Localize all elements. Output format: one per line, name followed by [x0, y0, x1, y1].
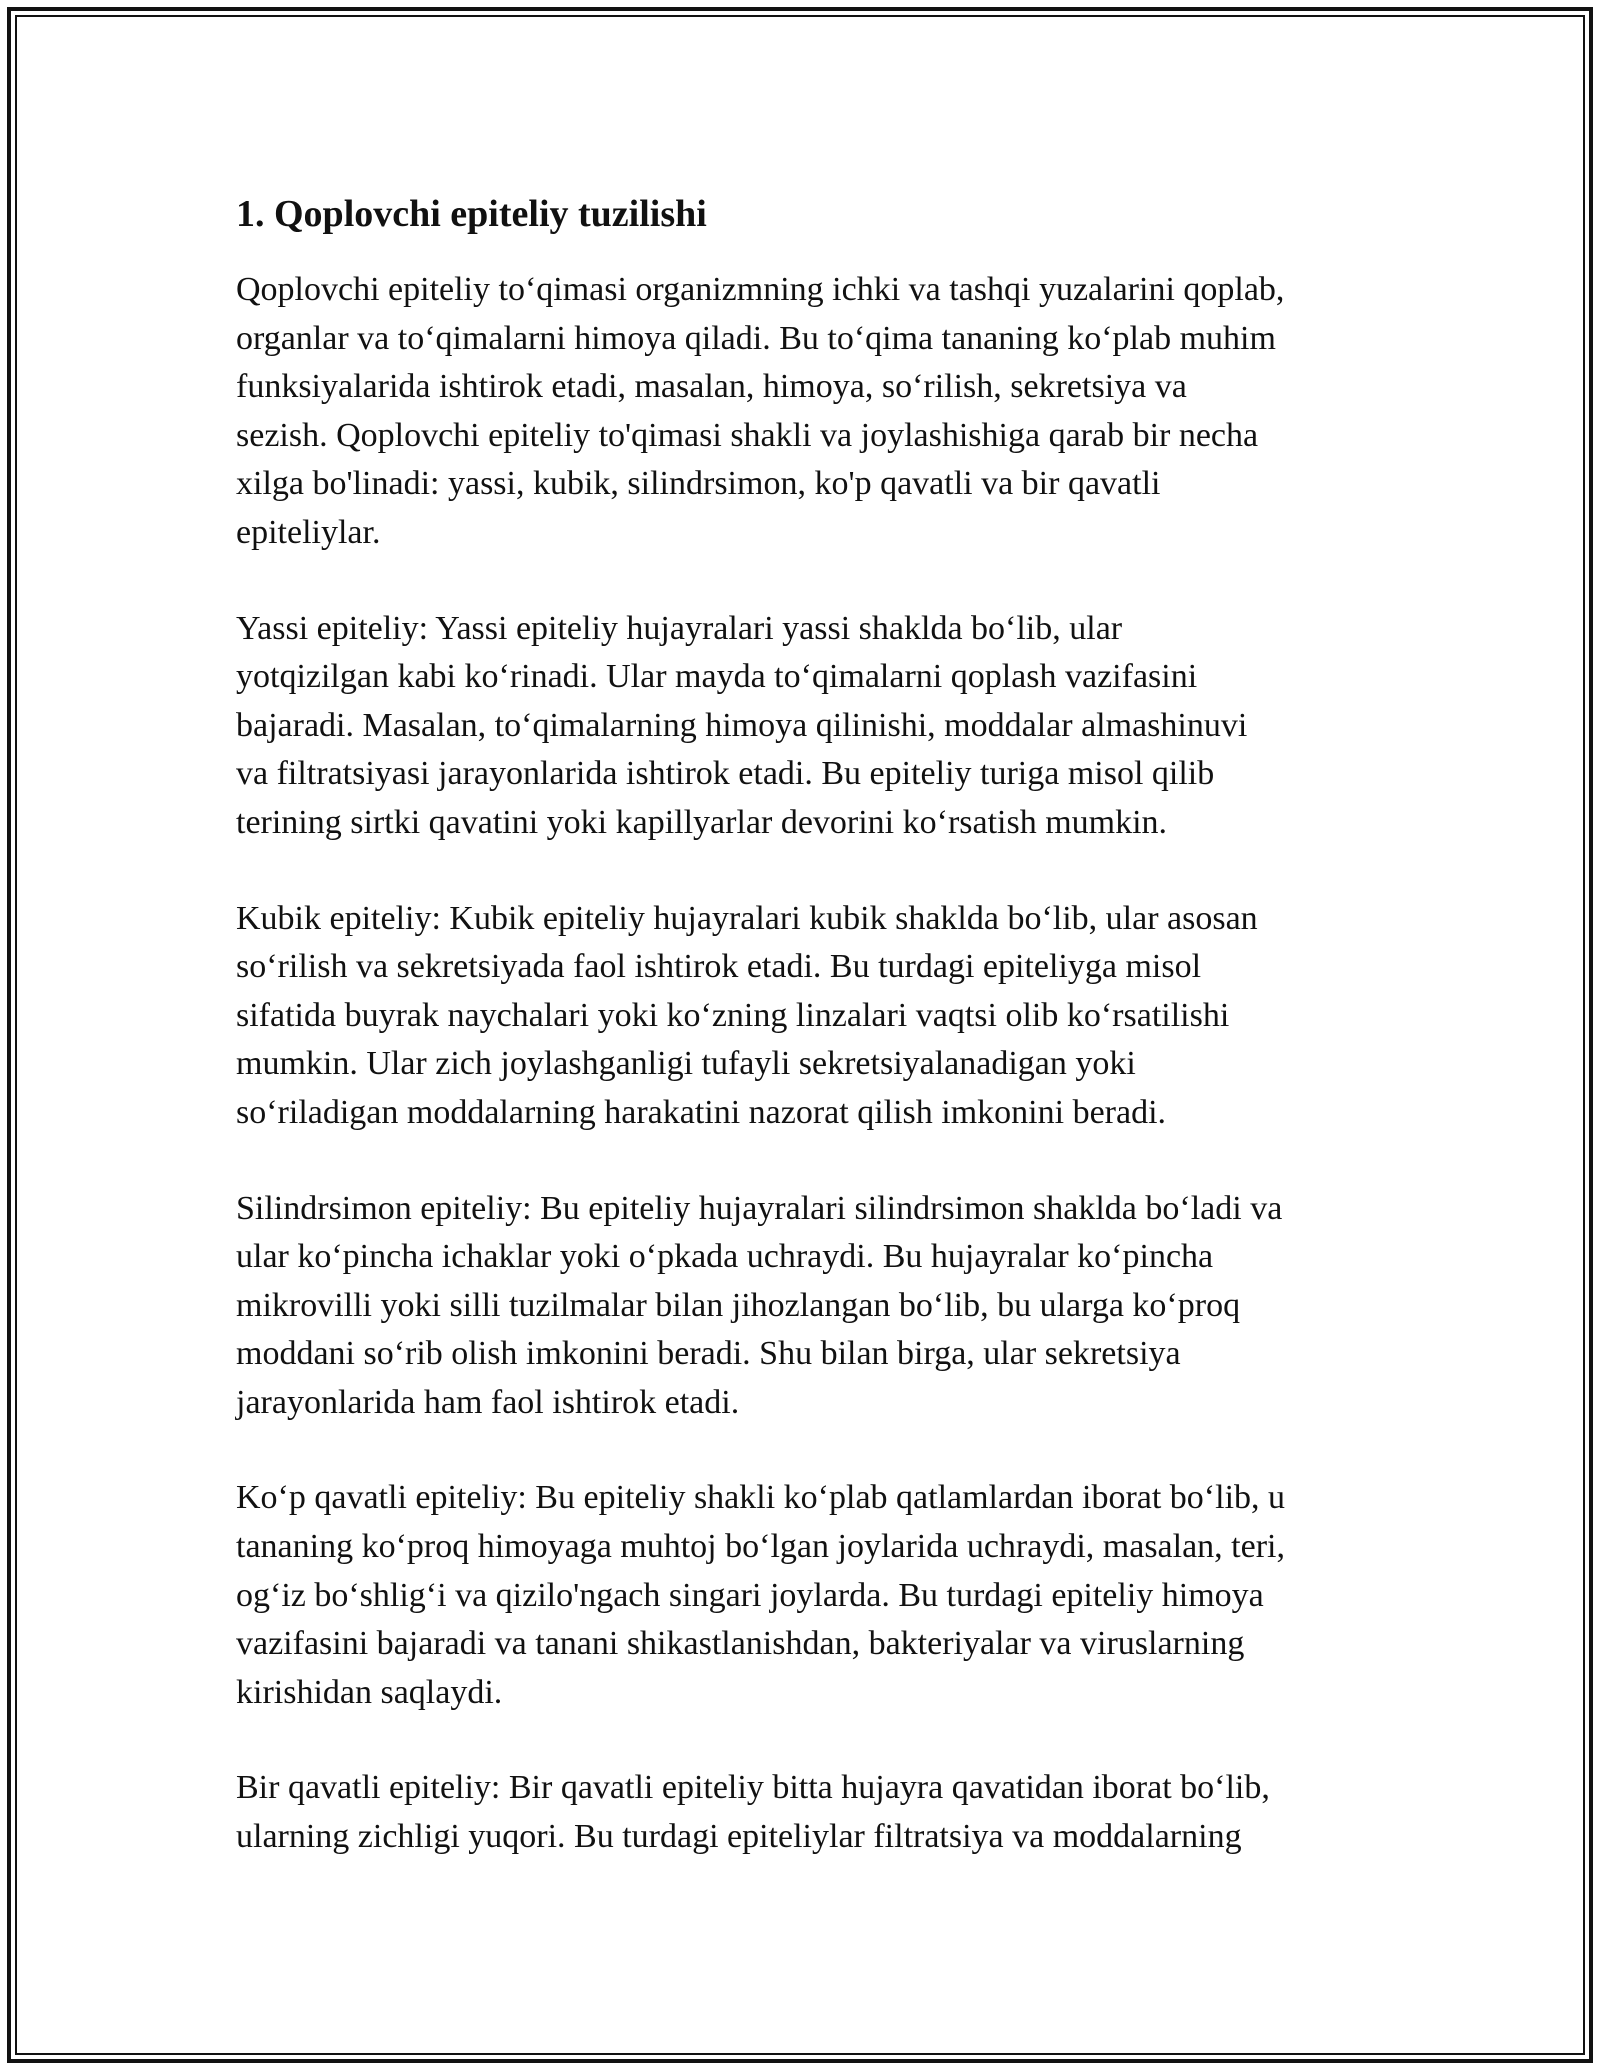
- text-line: terining sirtki qavatini yoki kapillyarlar devorini ko‘rsatish mumkin.: [236, 803, 1168, 841]
- text-line: moddani so‘rib olish imkonini beradi. Shu bilan birga, ular sekretsiya: [236, 1335, 1181, 1373]
- text-line: mumkin. Ular zich joylashganligi tufayli sekretsiyalanadigan yoki: [236, 1045, 1136, 1083]
- paragraph-yassi-epiteliy: [236, 605, 1376, 848]
- text-line: funksiyalarida ishtirok etadi, masalan, himoya, so‘rilish, sekretsiya va: [236, 368, 1187, 406]
- text-line: Qoplovchi epiteliy to‘qimasi organizmning ichki va tashqi yuzalarini qoplab,: [236, 271, 1285, 308]
- text-line: Bir qavatli epiteliy: Bir qavatli epiteliy bitta hujayra qavatidan iborat bo‘lib,: [236, 1769, 1270, 1807]
- text-line: sifatida buyrak naychalari yoki ko‘zning linzalari vaqtsi olib ko‘rsatilishi: [236, 996, 1230, 1034]
- text-line: ularning zichligi yuqori. Bu turdagi epiteliylar filtratsiya va moddalarning: [236, 1818, 1242, 1856]
- document-body: [236, 188, 1376, 1909]
- text-line: sezish. Qoplovchi epiteliy to'qimasi shakli va joylashishiga qarab bir necha: [236, 416, 1259, 454]
- text-line: vazifasini bajaradi va tanani shikastlanishdan, bakteriyalar va viruslarning: [236, 1625, 1245, 1663]
- text-line: so‘riladigan moddalarning harakatini nazorat qilish imkonini beradi.: [236, 1093, 1167, 1131]
- text-line: jarayonlarida ham faol ishtirok etadi.: [236, 1383, 740, 1421]
- text-line: Yassi epiteliy: Yassi epiteliy hujayralari yassi shaklda bo‘lib, ular: [236, 609, 1123, 647]
- text-line: kirishidan saqlaydi.: [236, 1673, 503, 1711]
- text-line: organlar va to‘qimalarni himoya qiladi. Bu to‘qima tananing ko‘plab muhim: [236, 319, 1276, 357]
- paragraph-intro: [236, 266, 1376, 558]
- text-line: so‘rilish va sekretsiyada faol ishtirok etadi. Bu turdagi epiteliyga misol: [236, 948, 1202, 986]
- paragraph-kubik-epiteliy: [236, 895, 1376, 1138]
- text-line: epiteliylar.: [236, 513, 381, 551]
- text-line: Ko‘p qavatli epiteliy: Bu epiteliy shakli ko‘plab qatlamlardan iborat bo‘lib, u: [236, 1479, 1286, 1517]
- section-heading: 1. Qoplovchi epiteliy tuzilishi: [236, 193, 707, 235]
- text-line: og‘iz bo‘shlig‘i va qizilo'ngach singari joylarda. Bu turdagi epiteliy himoya: [236, 1576, 1264, 1614]
- text-line: va filtratsiyasi jarayonlarida ishtirok etadi. Bu epiteliy turiga misol qilib: [236, 755, 1215, 793]
- text-line: mikrovilli yoki silli tuzilmalar bilan jihozlangan bo‘lib, bu ularga ko‘proq: [236, 1286, 1241, 1324]
- paragraph-kop-qavatli-epiteliy: [236, 1474, 1376, 1717]
- text-line: ular ko‘pincha ichaklar yoki o‘pkada uchraydi. Bu hujayralar ko‘pincha: [236, 1238, 1214, 1276]
- paragraph-silindrsimon-epiteliy: [236, 1185, 1376, 1428]
- text-line: yotqizilgan kabi ko‘rinadi. Ular mayda to‘qimalarni qoplash vazifasini: [236, 658, 1198, 696]
- text-line: Kubik epiteliy: Kubik epiteliy hujayralari kubik shaklda bo‘lib, ular asosan: [236, 899, 1258, 937]
- text-line: Silindrsimon epiteliy: Bu epiteliy hujayralari silindrsimon shaklda bo‘ladi va: [236, 1189, 1283, 1227]
- text-line: tananing ko‘proq himoyaga muhtoj bo‘lgan joylarida uchraydi, masalan, teri,: [236, 1528, 1285, 1566]
- text-line: xilga bo'linadi: yassi, kubik, silindrsimon, ko'p qavatli va bir qavatli: [236, 465, 1161, 503]
- paragraph-bir-qavatli-epiteliy: [236, 1764, 1376, 1861]
- text-line: bajaradi. Masalan, to‘qimalarning himoya qilinishi, moddalar almashinuvi: [236, 706, 1248, 744]
